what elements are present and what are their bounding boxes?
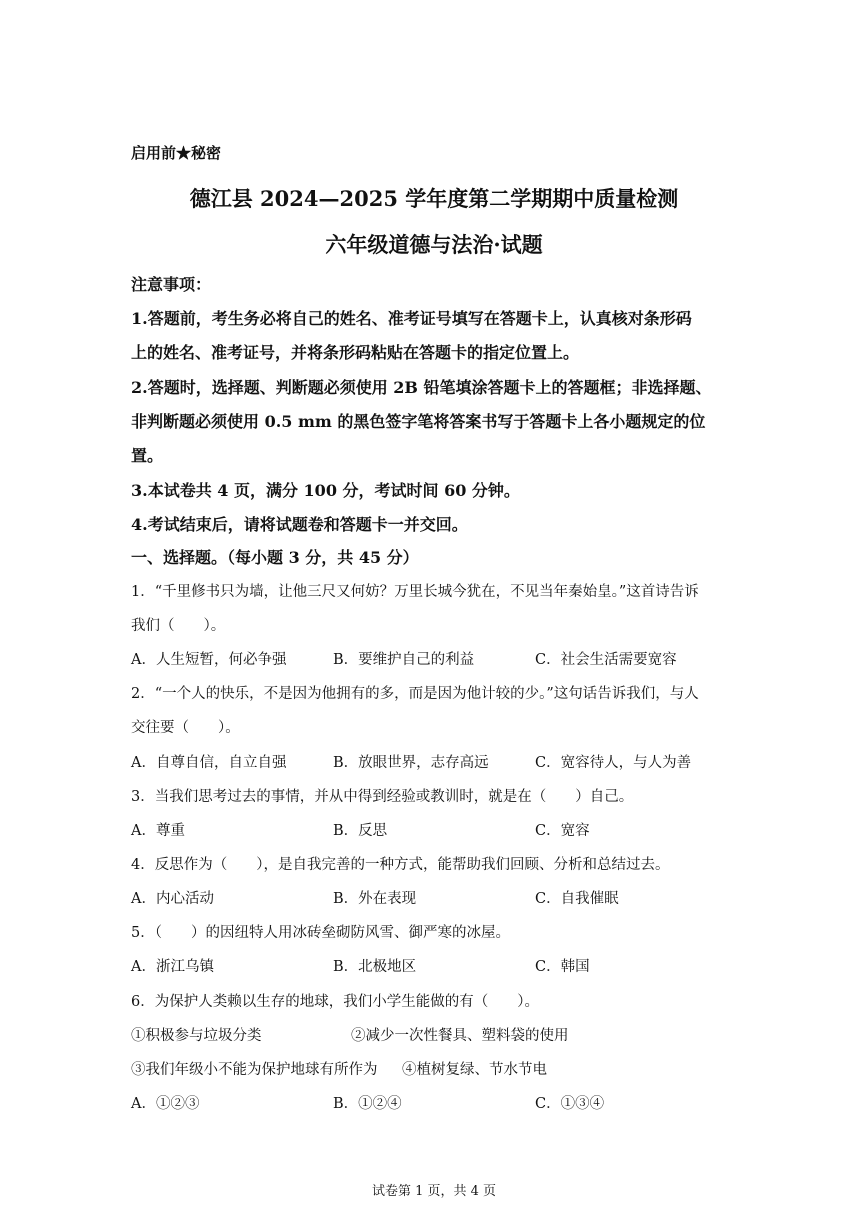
notice-line: 1.答题前，考生务必将自己的姓名、准考证号填写在答题卡上，认真核对条形码 [131, 309, 692, 328]
option-c: C．韩国 [535, 959, 590, 975]
notice-line: 上的姓名、准考证号，并将条形码粘贴在答题卡的指定位置上。 [131, 343, 580, 362]
option-b: B．①②④ [333, 1096, 402, 1112]
question-stem: 3．当我们思考过去的事情，并从中得到经验或教训时，就是在（ ）自己。 [131, 789, 634, 805]
statement-item: ①积极参与垃圾分类 [131, 1028, 262, 1044]
notice-line: 3.本试卷共 4 页，满分 100 分，考试时间 60 分钟。 [131, 481, 520, 500]
option-b: B．要维护自己的利益 [333, 652, 475, 668]
option-a: A．浙江乌镇 [131, 959, 214, 975]
exam-title: 德江县 2024—2025 学年度第二学期期中质量检测 [189, 186, 679, 211]
section-heading: 一、选择题。（每小题 3 分，共 45 分） [131, 548, 419, 567]
option-b: B．北极地区 [333, 959, 417, 975]
option-b: B．放眼世界，志存高远 [333, 755, 489, 771]
statement-item: ④植树复绿、节水节电 [402, 1062, 547, 1078]
question-stem: 2．“一个人的快乐，不是因为他拥有的多，而是因为他计较的少。”这句话告诉我们，与人 [131, 686, 699, 702]
option-a: A．人生短暂，何必争强 [131, 652, 287, 668]
notice-line: 置。 [131, 446, 164, 465]
option-a: A．内心活动 [131, 891, 214, 907]
option-a: A．尊重 [131, 823, 185, 839]
question-stem: 5．（ ）的因纽特人用冰砖垒砌防风雪、御严寒的冰屋。 [131, 925, 510, 941]
option-c: C．①③④ [535, 1096, 605, 1112]
question-stem: 1．“千里修书只为墙，让他三尺又何妨？万里长城今犹在，不见当年秦始皇。”这首诗告诉 [131, 584, 699, 600]
question-stem: 4．反思作为（ ），是自我完善的一种方式，能帮助我们回顾、分析和总结过去。 [131, 857, 670, 873]
secret-label: 启用前★秘密 [131, 144, 222, 162]
option-a: A．自尊自信，自立自强 [131, 755, 287, 771]
option-c: C．宽容 [535, 823, 590, 839]
notice-line: 非判断题必须使用 0.5 mm 的黑色签字笔将答案书写于答题卡上各小题规定的位 [131, 412, 706, 431]
statement-item: ②减少一次性餐具、塑料袋的使用 [351, 1028, 569, 1044]
option-b: B．反思 [333, 823, 388, 839]
option-c: C．自我催眠 [535, 891, 619, 907]
page-footer: 试卷第 1 页，共 4 页 [371, 1184, 497, 1199]
notice-line: 2.答题时，选择题、判断题必须使用 2B 铅笔填涂答题卡上的答题框；非选择题、 [131, 378, 712, 397]
question-stem: 交往要（ ）。 [131, 720, 240, 736]
question-stem: 6．为保护人类赖以生存的地球，我们小学生能做的有（ ）。 [131, 994, 539, 1010]
option-c: C．宽容待人，与人为善 [535, 755, 692, 771]
question-stem: 我们（ ）。 [131, 618, 226, 634]
statement-item: ③我们年级小不能为保护地球有所作为 [131, 1062, 378, 1078]
option-c: C．社会生活需要宽容 [535, 652, 677, 668]
notice-line: 4.考试结束后，请将试题卷和答题卡一并交回。 [131, 515, 468, 534]
option-a: A．①②③ [131, 1096, 200, 1112]
option-b: B．外在表现 [333, 891, 417, 907]
exam-subtitle: 六年级道德与法治·试题 [325, 232, 543, 257]
notice-heading: 注意事项： [131, 275, 212, 294]
